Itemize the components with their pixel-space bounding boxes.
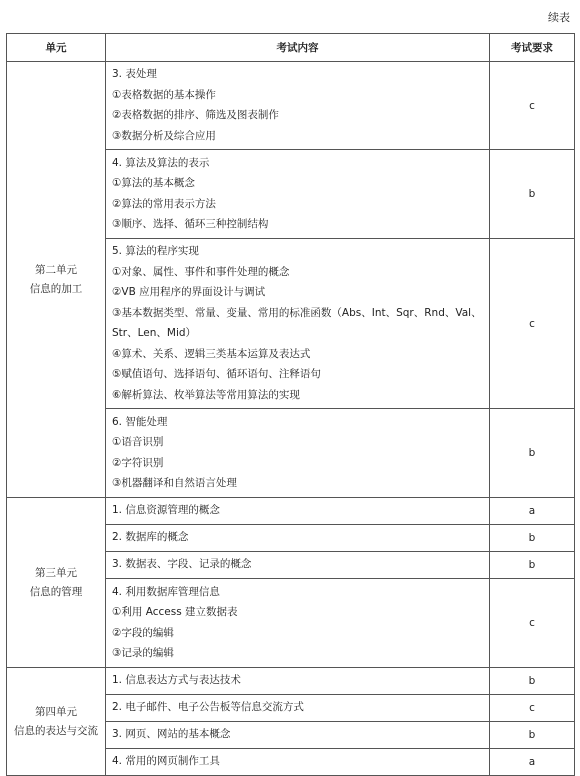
content-cell <box>106 150 490 239</box>
content-line: 4. 常用的网页制作工具 <box>112 755 220 768</box>
exam-requirements-table <box>6 33 575 776</box>
content-line: ①算法的基本概念 <box>112 177 195 189</box>
content-line: 5. 算法的程序实现 <box>112 245 199 257</box>
content-cell <box>106 498 490 525</box>
unit-name-cell <box>7 62 106 498</box>
requirement-cell: b <box>490 722 575 749</box>
content-line: ②算法的常用表示方法 <box>112 197 216 210</box>
content-line: ②字符识别 <box>112 456 164 469</box>
content-cell <box>106 579 490 668</box>
content-line: ③基本数据类型、常量、变量、常用的标准函数（Abs、Int、Sqr、Rnd、Val、Str、Len、Mid） <box>112 306 482 339</box>
content-cell <box>106 62 490 150</box>
continued-label: 续表 <box>548 11 570 24</box>
content-line: ①利用 Access 建立数据表 <box>112 606 238 618</box>
requirement-cell: b <box>490 552 575 579</box>
content-cell <box>106 749 490 776</box>
content-line: 2. 数据库的概念 <box>112 531 189 544</box>
content-cell <box>106 668 490 695</box>
content-line: 3. 网页、网站的基本概念 <box>112 728 231 741</box>
unit-name-text: 信息的表达与交流 <box>14 724 98 737</box>
requirement-cell: c <box>490 62 575 150</box>
content-line: ⑥解析算法、枚举算法等常用算法的实现 <box>112 388 300 401</box>
requirement-cell: c <box>490 579 575 668</box>
content-cell <box>106 552 490 579</box>
header-row <box>7 34 575 62</box>
unit-name-text: 第三单元 <box>35 566 77 579</box>
content-line: 3. 数据表、字段、记录的概念 <box>112 558 252 571</box>
unit-name-cell <box>7 498 106 668</box>
header-content: 考试内容 <box>106 34 490 62</box>
content-line: 3. 表处理 <box>112 68 157 80</box>
requirement-cell: c <box>490 239 575 409</box>
unit-name-text: 第四单元 <box>35 705 77 718</box>
content-line: ②表格数据的排序、筛选及图表制作 <box>112 109 279 121</box>
content-line: 6. 智能处理 <box>112 415 168 428</box>
requirement-cell: c <box>490 695 575 722</box>
unit-name-text: 信息的管理 <box>29 585 83 598</box>
content-cell <box>106 239 490 409</box>
requirement-cell: b <box>490 409 575 498</box>
content-line: ①表格数据的基本操作 <box>112 88 216 101</box>
content-line: ③顺序、选择、循环三种控制结构 <box>112 218 269 230</box>
content-line: 1. 信息表达方式与表达技术 <box>112 674 241 687</box>
content-line: ③机器翻译和自然语言处理 <box>112 477 237 489</box>
requirement-cell: b <box>490 150 575 239</box>
requirement-cell: a <box>490 749 575 776</box>
unit-name-cell <box>7 668 106 776</box>
content-line: ②VB 应用程序的界面设计与调试 <box>112 286 266 298</box>
content-cell <box>106 409 490 498</box>
content-line: ①语音识别 <box>112 436 164 448</box>
content-line: ③记录的编辑 <box>112 647 174 659</box>
table-row <box>7 498 575 525</box>
table-row <box>7 62 575 150</box>
content-line: ⑤赋值语句、选择语句、循环语句、注释语句 <box>112 368 321 380</box>
header-requirement: 考试要求 <box>490 34 575 62</box>
header-unit: 单元 <box>7 34 106 62</box>
requirement-cell: b <box>490 525 575 552</box>
content-cell <box>106 695 490 722</box>
unit-name-text: 信息的加工 <box>29 282 83 295</box>
content-line: ②字段的编辑 <box>112 626 174 639</box>
table-body <box>7 62 575 776</box>
unit-name-text: 第二单元 <box>35 263 77 276</box>
requirement-cell: b <box>490 668 575 695</box>
content-line: 4. 利用数据库管理信息 <box>112 585 220 598</box>
content-line: 2. 电子邮件、电子公告板等信息交流方式 <box>112 701 304 714</box>
content-line: 4. 算法及算法的表示 <box>112 156 210 169</box>
content-cell <box>106 722 490 749</box>
requirement-cell: a <box>490 498 575 525</box>
content-line: 1. 信息资源管理的概念 <box>112 504 220 517</box>
content-line: ①对象、属性、事件和事件处理的概念 <box>112 265 290 278</box>
table-row <box>7 668 575 695</box>
content-line: ③数据分析及综合应用 <box>112 129 216 142</box>
content-line: ④算术、关系、逻辑三类基本运算及表达式 <box>112 347 311 360</box>
content-cell <box>106 525 490 552</box>
